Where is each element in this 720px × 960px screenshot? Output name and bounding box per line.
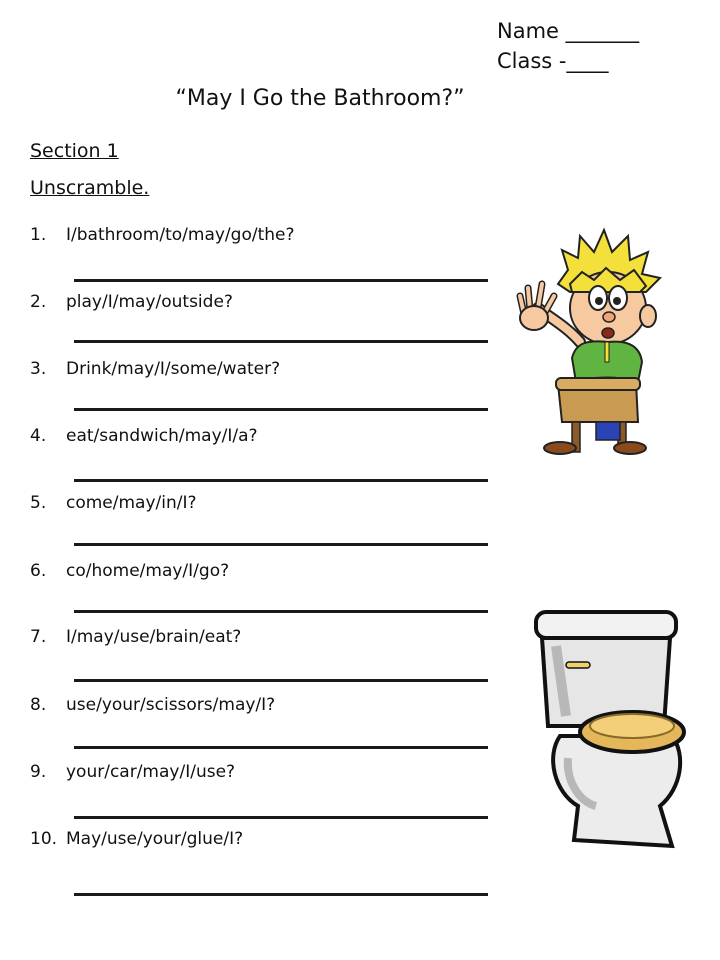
question-text: use/your/scissors/may/I? <box>66 695 276 715</box>
question-number: 10. <box>30 829 58 849</box>
question-text: your/car/may/I/use? <box>66 762 236 782</box>
toilet-icon <box>526 606 696 860</box>
question-number: 1. <box>30 225 47 245</box>
question-number: 5. <box>30 493 47 513</box>
question-3 <box>30 359 280 379</box>
answer-line-6[interactable] <box>74 610 488 613</box>
question-text: I/may/use/brain/eat? <box>66 627 242 647</box>
question-number: 7. <box>30 627 47 647</box>
instruction-label: Unscramble. <box>30 177 150 199</box>
answer-line-1[interactable] <box>74 279 488 282</box>
question-number: 4. <box>30 426 47 446</box>
answer-line-4[interactable] <box>74 479 488 482</box>
class-field-label: Class -____ <box>497 49 609 73</box>
question-number: 8. <box>30 695 47 715</box>
question-1 <box>30 225 295 245</box>
question-7 <box>30 627 241 647</box>
question-number: 3. <box>30 359 47 379</box>
question-text: May/use/your/glue/I? <box>66 829 244 849</box>
question-number: 2. <box>30 292 47 312</box>
question-text: I/bathroom/to/may/go/the? <box>66 225 295 245</box>
question-6 <box>30 561 229 581</box>
answer-line-7[interactable] <box>74 679 488 682</box>
worksheet-title: “May I Go the Bathroom?” <box>175 86 465 111</box>
question-9 <box>30 762 235 782</box>
question-text: come/may/in/I? <box>66 493 197 513</box>
question-5 <box>30 493 197 513</box>
answer-line-3[interactable] <box>74 408 488 411</box>
question-4 <box>30 426 258 446</box>
name-field-label: Name _______ <box>497 19 640 43</box>
answer-line-2[interactable] <box>74 340 488 343</box>
answer-line-5[interactable] <box>74 543 488 546</box>
name-class-header <box>497 16 639 76</box>
section-heading: Section 1 <box>30 140 119 162</box>
question-text: co/home/may/I/go? <box>66 561 230 581</box>
question-text: Drink/may/I/some/water? <box>66 359 281 379</box>
answer-line-9[interactable] <box>74 816 488 819</box>
answer-line-10[interactable] <box>74 893 488 896</box>
question-text: eat/sandwich/may/I/a? <box>66 426 258 446</box>
question-2 <box>30 292 233 312</box>
question-8 <box>30 695 275 715</box>
question-text: play/I/may/outside? <box>66 292 233 312</box>
boy-raising-hand-icon <box>510 222 680 462</box>
answer-line-8[interactable] <box>74 746 488 749</box>
question-number: 6. <box>30 561 47 581</box>
question-number: 9. <box>30 762 47 782</box>
question-10 <box>30 829 243 849</box>
